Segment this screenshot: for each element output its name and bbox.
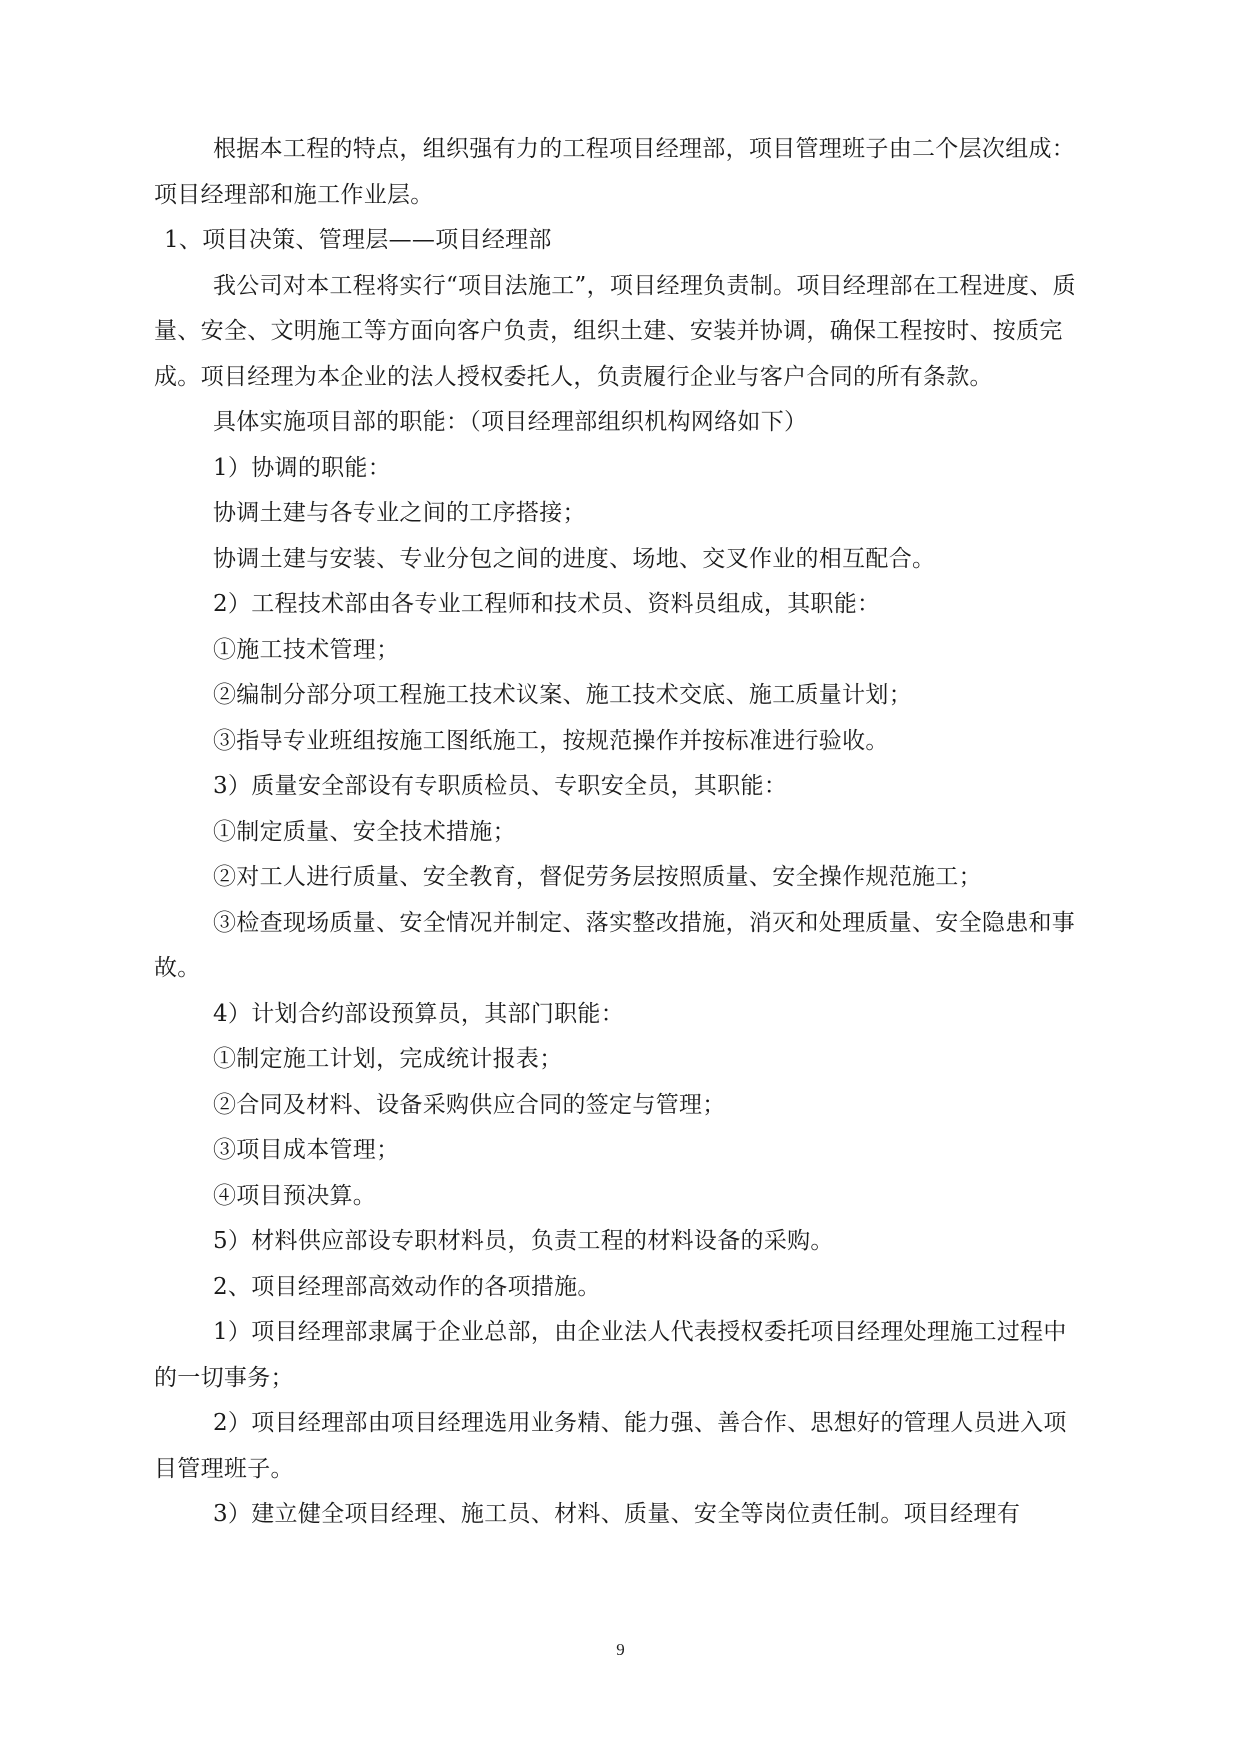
paragraph: ②对工人进行质量、安全教育，督促劳务层按照质量、安全操作规范施工； xyxy=(213,864,982,890)
paragraph: 具体实施项目部的职能：（项目经理部组织机构网络如下） xyxy=(213,409,808,435)
paragraph: 4）计划合约部设预算员，其部门职能： xyxy=(213,1000,625,1027)
paragraph: ③检查现场质量、安全情况并制定、落实整改措施，消灭和处理质量、安全隐患和事故。 xyxy=(154,909,1076,981)
paragraph: 1）协调的职能： xyxy=(213,454,392,481)
paragraph: ①制定质量、安全技术措施； xyxy=(213,818,516,845)
paragraph: ①施工技术管理； xyxy=(213,636,400,663)
paragraph: 3）建立健全项目经理、施工员、材料、质量、安全等岗位责任制。项目经理有 xyxy=(213,1501,1021,1527)
paragraph: 协调土建与各专业之间的工序搭接； xyxy=(213,500,586,526)
paragraph: ②编制分部分项工程施工技术议案、施工技术交底、施工质量计划； xyxy=(213,682,912,708)
paragraph: ①制定施工计划，完成统计报表； xyxy=(213,1046,563,1072)
paragraph: 5）材料供应部设专职材料员，负责工程的材料设备的采购。 xyxy=(213,1228,834,1254)
paragraph: ②合同及材料、设备采购供应合同的签定与管理； xyxy=(213,1091,726,1118)
paragraph: 根据本工程的特点，组织强有力的工程项目经理部，项目管理班子由二个层次组成：项目经理部和施工作业层。 xyxy=(154,136,1076,208)
paragraph: 2）工程技术部由各专业工程师和技术员、资料员组成，其职能： xyxy=(213,591,881,617)
paragraph: ③项目成本管理； xyxy=(213,1137,400,1163)
paragraph: ③指导专业班组按施工图纸施工，按规范操作并按标准进行验收。 xyxy=(213,727,889,754)
paragraph: 2、项目经理部高效动作的各项措施。 xyxy=(213,1273,601,1300)
paragraph: 1、项目决策、管理层——项目经理部 xyxy=(164,227,552,253)
paragraph: 1）项目经理部隶属于企业总部，由企业法人代表授权委托项目经理处理施工过程中的一切事务； xyxy=(154,1319,1067,1391)
page-number: 9 xyxy=(616,1640,625,1659)
paragraph: 2）项目经理部由项目经理选用业务精、能力强、善合作、思想好的管理人员进入项目管理班子。 xyxy=(154,1410,1067,1482)
paragraph: ④项目预决算。 xyxy=(213,1182,377,1209)
paragraph: 协调土建与安装、专业分包之间的进度、场地、交叉作业的相互配合。 xyxy=(213,545,936,572)
paragraph: 3）质量安全部设有专职质检员、专职安全员，其职能： xyxy=(213,773,788,799)
body-text xyxy=(154,127,1084,1538)
paragraph: 我公司对本工程将实行“项目法施工”，项目经理负责制。项目经理部在工程进度、质量、安全、文明施工等方面向客户负责，组织土建、安装并协调，确保工程按时、按质完成。项目经理为本企业的法人授权委托人，负责履行企业与客户合同的所有条款。 xyxy=(154,272,1076,390)
